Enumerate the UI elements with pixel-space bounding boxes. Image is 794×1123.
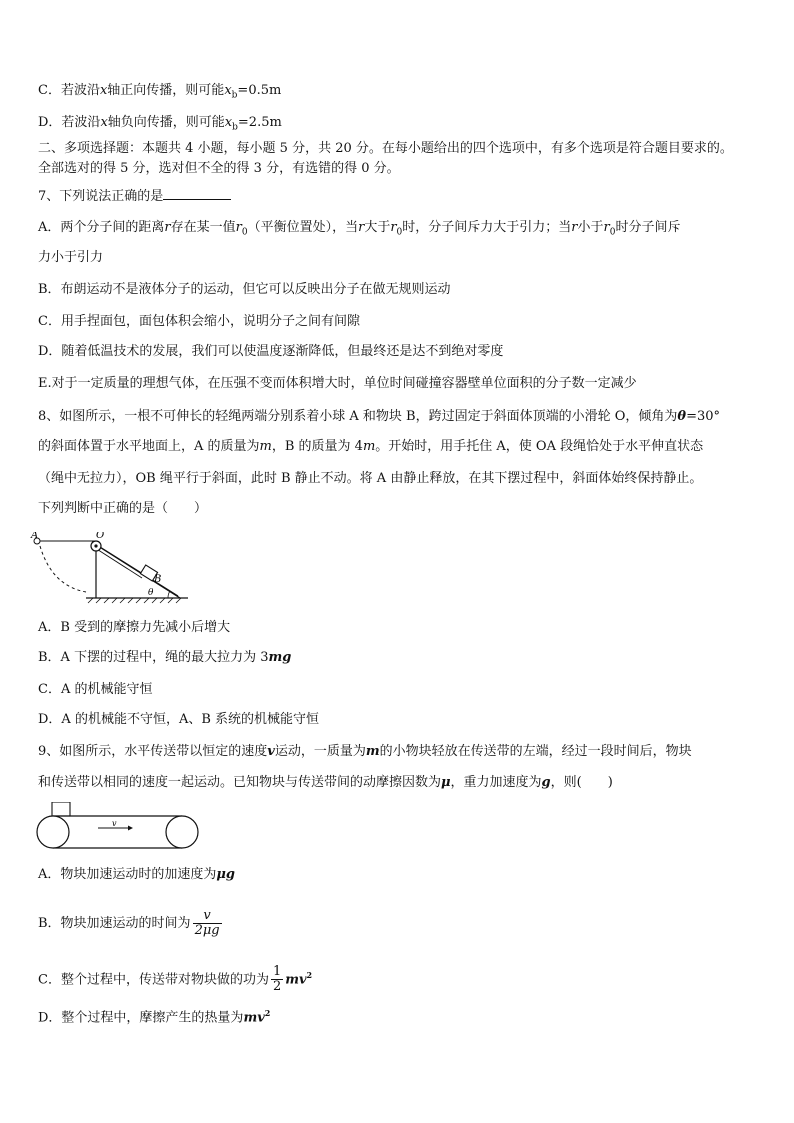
q9-option-d: D．整个过程中，摩擦产生的热量为$mv^2$ [38,1008,271,1026]
answer-blank[interactable] [163,187,231,200]
swing-path [40,546,86,592]
svg-text:B: B [154,574,162,585]
svg-text:v: v [112,819,117,828]
q7-option-c: C．用手捏面包，面包体积会缩小，说明分子之间有间隙 [38,314,360,329]
left-roller [37,816,69,848]
q8-option-d: D．A 的机械能不守恒，A、B 系统的机械能守恒 [38,712,320,727]
svg-text:θ: θ [148,588,154,598]
fraction-v-over-2mug: $\frac{v}{2\mu g}$ [194,908,220,938]
q6-option-d: D．若波沿x轴负向传播，则可能$x_b=2.5m$ [38,115,282,133]
incline-slope [98,546,180,598]
q8-stem-line3: （绳中无拉力），OB 绳平行于斜面，此时 B 静止不动。将 A 由静止释放，在其下摆过程中，斜面体始终保持静止。 [38,471,703,486]
section2-line2: 全部选对的得 5 分，选对但不全的得 3 分，有选错的得 0 分。 [38,161,400,176]
right-roller [166,816,198,848]
svg-text:O: O [96,532,105,541]
q9-option-b: B．物块加速运动的时间为 $\frac{v}{2\mu g}$ [38,908,220,938]
q7-stem: 7、下列说法正确的是 [38,187,231,206]
q9-stem-line2: 和传送带以相同的速度一起运动。已知物块与传送带间的动摩擦因数为μ，重力加速度为g，则( ) [38,775,613,790]
q6-option-c: C．若波沿x轴正向传播，则可能$x_b=0.5m$ [38,83,282,101]
conveyor-belt-figure [36,802,200,850]
q8-option-a: A．B 受到的摩擦力先减小后增大 [38,620,231,635]
q8-stem-line1: 8、如图所示，一根不可伸长的轻绳两端分别系着小球 A 和物块 B，跨过固定于斜面体顶端的小滑轮 O，倾角为θ=30° [38,409,721,424]
q7-option-a-line2: 力小于引力 [38,250,104,265]
incline-pulley-figure [30,532,190,606]
fraction-one-half: $\frac{1}{2}$ [272,964,282,995]
section2-line1: 二、多项选择题：本题共 4 小题，每小题 5 分，共 20 分。在每小题给出的四个选项中，有多个选项是符合题目要求的。 [38,141,733,156]
q7-option-b: B．布朗运动不是液体分子的运动，但它可以反映出分子在做无规则运动 [38,282,451,297]
q9-option-a: A．物块加速运动时的加速度为μg [38,867,235,882]
q8-option-c: C．A 的机械能守恒 [38,682,153,697]
q9-stem-line1: 9、如图所示，水平传送带以恒定的速度v运动，一质量为m的小物块轻放在传送带的左端，经过一段时间后，物块 [38,744,692,759]
q8-stem-line2: 的斜面体置于水平地面上，A 的质量为m，B 的质量为 4m。开始时，用手托住 A，使 OA 段绳恰处于水平伸直状态 [38,439,704,454]
q9-option-c: C．整个过程中，传送带对物块做的功为 $\frac{1}{2}$ $mv^2$ [38,964,313,995]
q8-stem-line4: 下列判断中正确的是（ ） [38,501,208,516]
q7-option-a-line1: A．两个分子间的距离r存在某一值$r_0$（平衡位置处），当r大于$r_0$时，分子间斥力大于引力；当r小于$r_0$时分子间斥 [38,220,681,238]
q7-option-e: E.对于一定质量的理想气体，在压强不变而体积增大时，单位时间碰撞容器壁单位面积的分子数一定减少 [38,376,637,391]
svg-text:A: A [31,532,39,541]
q7-option-d: D．随着低温技术的发展，我们可以使温度逐渐降低，但最终还是达不到绝对零度 [38,344,504,359]
small-block [52,802,70,816]
q8-option-b: B．A 下摆的过程中，绳的最大拉力为 3mg [38,650,292,665]
